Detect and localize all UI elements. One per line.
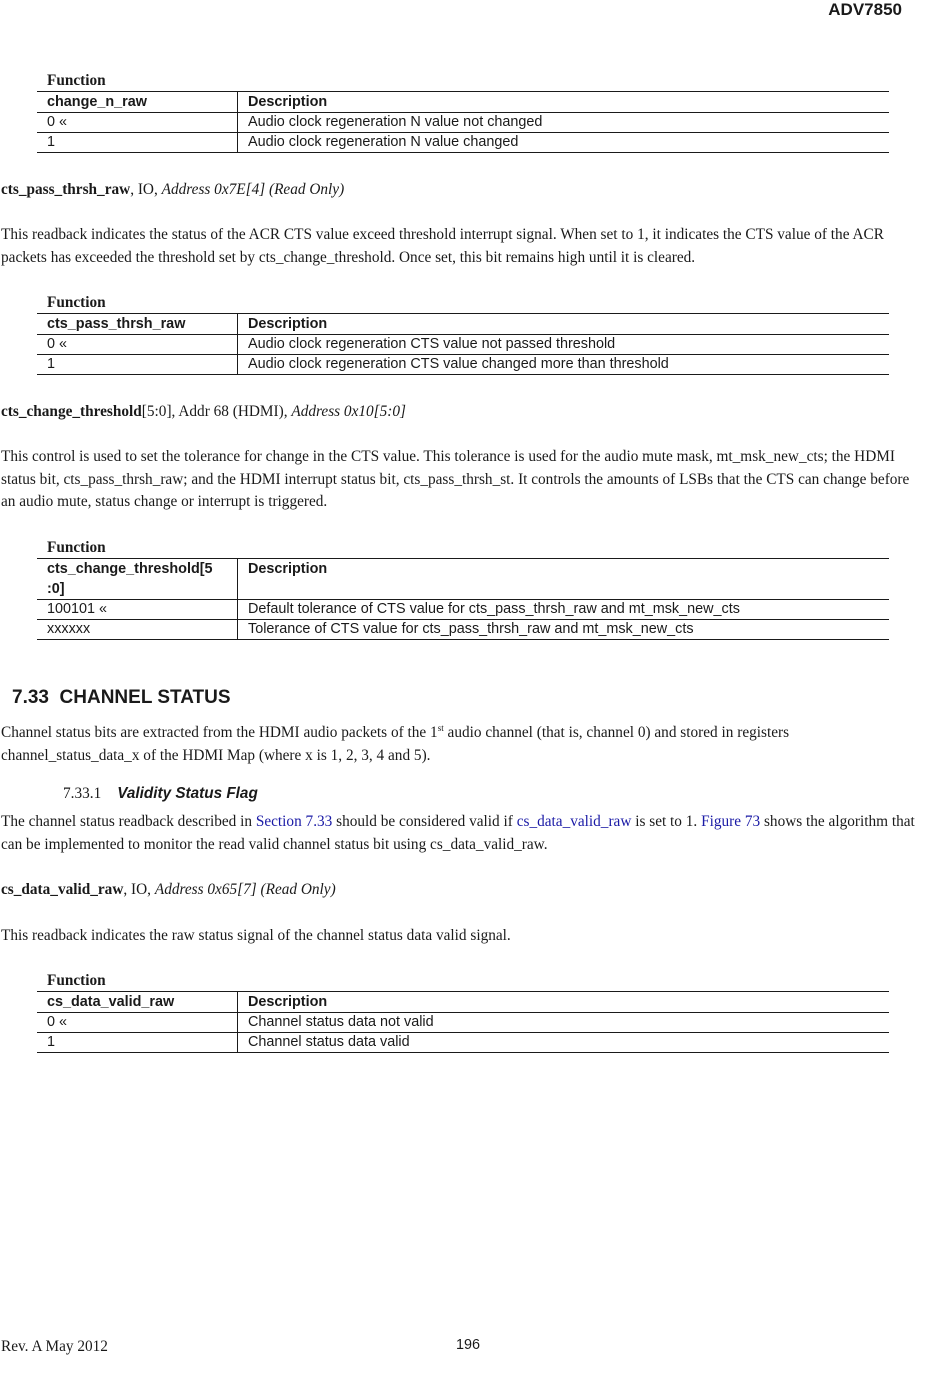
register-address: Address 0x10[5:0] <box>291 403 406 420</box>
section-heading <box>12 687 231 709</box>
function-label: Function <box>47 72 106 89</box>
paragraph-cts-change-description: This control is used to set the tolerance for change in the CTS value. This tolerance is used for the audio mute mask, mt_msk_new_cts; the HDMI status bit, cts_pass_thrsh_raw; and the HDMI interrupt status bit, cts_pass_thrsh_st. It controls the amounts of LSBs that the CTS can change before an audio mute, status change or interrupt is triggered. <box>1 448 910 511</box>
table-cell-value: 0 « <box>37 335 238 355</box>
section-number: 7.33 <box>12 687 49 708</box>
table-cell-description: Audio clock regeneration N value changed <box>238 133 890 153</box>
function-table-cts-change-threshold <box>37 538 889 640</box>
table-col2-header: Description <box>238 559 890 600</box>
table-cell-description: Tolerance of CTS value for cts_pass_thrsh_raw and mt_msk_new_cts <box>238 620 890 640</box>
link-cs-data-valid-raw[interactable]: cs_data_valid_raw <box>516 813 632 830</box>
subsection-title: Validity Status Flag <box>117 785 258 802</box>
paragraph-text: Channel status bits are extracted from the HDMI audio packets of the 1 <box>1 724 438 742</box>
function-label: Function <box>47 972 106 989</box>
table-row <box>37 355 889 375</box>
table-col1-header: change_n_raw <box>37 92 238 113</box>
table-row <box>37 1033 889 1053</box>
paragraph-text: audio channel (that is, channel 0) and stored in registers channel_status_data_x of the HDMI Map (where x is 1, 2, 3, 4 and 5). <box>1 724 790 764</box>
paragraph-channel-status <box>1 717 919 767</box>
register-heading-cts-change-threshold <box>1 402 406 422</box>
register-heading-cts-pass-thrsh-raw <box>1 180 344 200</box>
table-cell-description: Audio clock regeneration CTS value changed more than threshold <box>238 355 890 375</box>
register-heading-cs-data-valid-raw <box>1 880 336 900</box>
table-col1-header: cs_data_valid_raw <box>37 992 238 1013</box>
document-header-title: ADV7850 <box>828 0 902 19</box>
register-name: cts_pass_thrsh_raw <box>1 181 131 198</box>
register-bits: [5:0] <box>141 403 172 420</box>
table-col2-header: Description <box>238 314 890 335</box>
table-col2-header: Description <box>238 92 890 113</box>
table-cell-value: 1 <box>37 1033 238 1053</box>
table-cell-description: Default tolerance of CTS value for cts_pass_thrsh_raw and mt_msk_new_cts <box>238 600 890 620</box>
function-table-cts-pass-thrsh-raw <box>37 293 889 375</box>
link-section-7-33[interactable]: Section 7.33 <box>255 813 333 830</box>
register-name: cts_change_threshold <box>1 403 142 420</box>
table-col1-header <box>37 559 238 600</box>
footer-page-number: 196 <box>456 1337 481 1353</box>
table-row <box>37 620 889 640</box>
register-address: Address 0x65[7] (Read Only) <box>154 881 336 898</box>
table-cell-value: xxxxxx <box>37 620 238 640</box>
table-cell-value: 0 « <box>37 113 238 133</box>
section-title: CHANNEL STATUS <box>59 687 231 708</box>
paragraph-validity-status <box>1 811 919 856</box>
table-row <box>37 1013 889 1033</box>
superscript: st <box>437 723 444 733</box>
table-col1-header-line: :0] <box>47 581 65 597</box>
subsection-heading <box>63 785 258 803</box>
footer-revision: Rev. A May 2012 <box>1 1338 108 1355</box>
function-label: Function <box>47 294 106 311</box>
subsection-number: 7.33.1 <box>63 785 102 802</box>
register-name: cs_data_valid_raw <box>1 881 124 898</box>
register-type: , Addr 68 (HDMI), <box>171 403 292 420</box>
function-table-cs-data-valid-raw <box>37 971 889 1053</box>
link-figure-73[interactable]: Figure 73 <box>701 813 761 830</box>
table-cell-value: 100101 « <box>37 600 238 620</box>
paragraph-cts-pass-description: This readback indicates the status of the ACR CTS value exceed threshold interrupt signal. When set to 1, it indicates the CTS value of the ACR packets has exceeded the threshold set by cts_change_threshold. Once set, this bit remains high until it is cleared. <box>1 226 884 266</box>
table-cell-value: 1 <box>37 355 238 375</box>
table-row <box>37 335 889 355</box>
paragraph-text: The channel status readback described in <box>1 813 256 830</box>
paragraph-text: should be considered valid if <box>332 813 517 830</box>
register-type: , IO, <box>123 881 155 898</box>
paragraph-text: is set to 1. <box>631 813 702 830</box>
table-col1-header-line: cts_change_threshold[5 <box>47 561 213 577</box>
table-cell-description: Audio clock regeneration CTS value not passed threshold <box>238 335 890 355</box>
table-cell-value: 0 « <box>37 1013 238 1033</box>
table-row <box>37 600 889 620</box>
paragraph-cs-data-valid-description: This readback indicates the raw status signal of the channel status data valid signal. <box>1 927 511 944</box>
table-row <box>37 133 889 153</box>
function-table-change-n-raw <box>37 71 889 153</box>
table-col2-header: Description <box>238 992 890 1013</box>
function-label: Function <box>47 539 106 556</box>
paragraph-text: shows the algorithm that can be implemented to monitor the read valid channel status bit using cs_data_valid_raw. <box>1 813 915 853</box>
table-cell-value: 1 <box>37 133 238 153</box>
table-cell-description: Channel status data valid <box>238 1033 890 1053</box>
register-type: , IO, <box>130 181 162 198</box>
table-row <box>37 113 889 133</box>
register-address: Address 0x7E[4] (Read Only) <box>161 181 345 198</box>
table-cell-description: Audio clock regeneration N value not changed <box>238 113 890 133</box>
table-col1-header: cts_pass_thrsh_raw <box>37 314 238 335</box>
table-cell-description: Channel status data not valid <box>238 1013 890 1033</box>
